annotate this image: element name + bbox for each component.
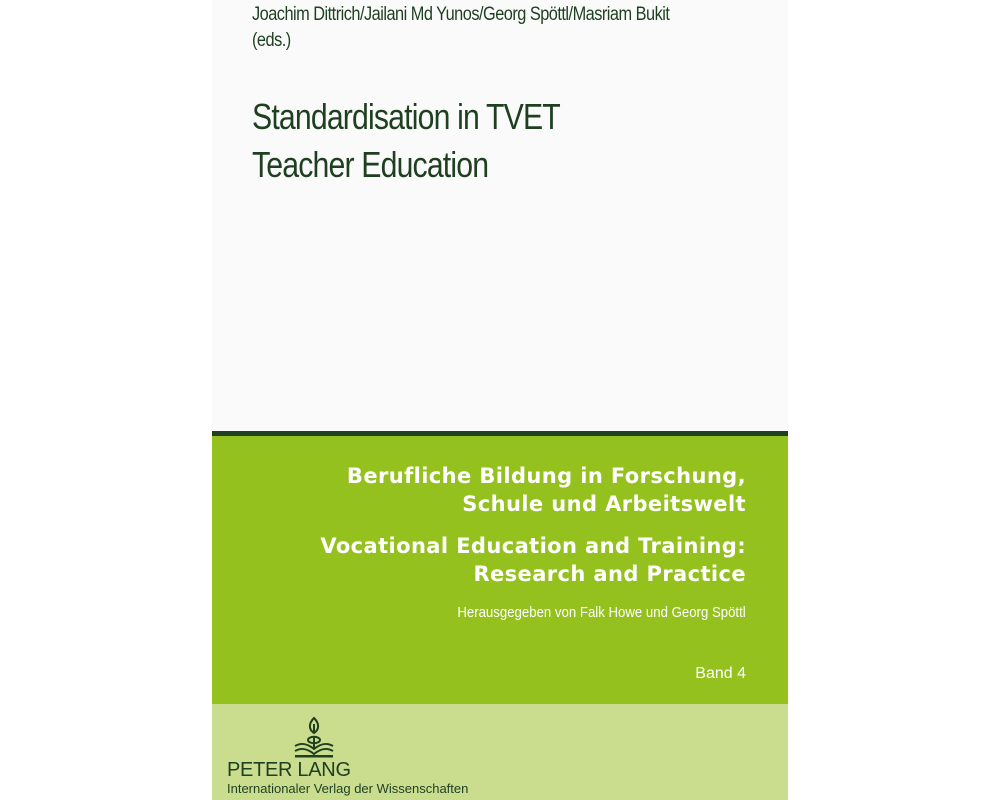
series-title-english-line-1: Vocational Education and Training:	[320, 534, 746, 558]
editors-suffix: (eds.)	[252, 30, 291, 51]
editors-block	[252, 2, 669, 54]
series-editors: Herausgegeben von Falk Howe und Georg Spöttl	[457, 604, 746, 621]
publisher-name: PETER LANG	[227, 759, 351, 781]
book-cover	[212, 0, 788, 800]
series-title-german-line-2: Schule und Arbeitswelt	[462, 492, 746, 516]
book-title-line-2: Teacher Education	[252, 144, 489, 185]
series-title-english-line-2: Research and Practice	[473, 562, 746, 586]
series-title-german	[347, 462, 746, 518]
series-title-german-line-1: Berufliche Bildung in Forschung,	[346, 464, 746, 488]
publisher-subtitle: Internationaler Verlag der Wissenschaften	[227, 781, 469, 796]
peter-lang-logo-icon	[292, 716, 336, 758]
book-title-line-1: Standardisation in TVET	[252, 96, 560, 137]
volume-number: Band 4	[695, 665, 746, 682]
series-band	[212, 436, 788, 704]
editors-names: Joachim Dittrich/Jailani Md Yunos/Georg Spöttl/Masriam Bukit	[252, 4, 670, 25]
book-title	[252, 93, 560, 189]
series-title-english	[320, 532, 746, 588]
cover-top-area	[212, 0, 788, 431]
publisher-band	[212, 704, 788, 800]
